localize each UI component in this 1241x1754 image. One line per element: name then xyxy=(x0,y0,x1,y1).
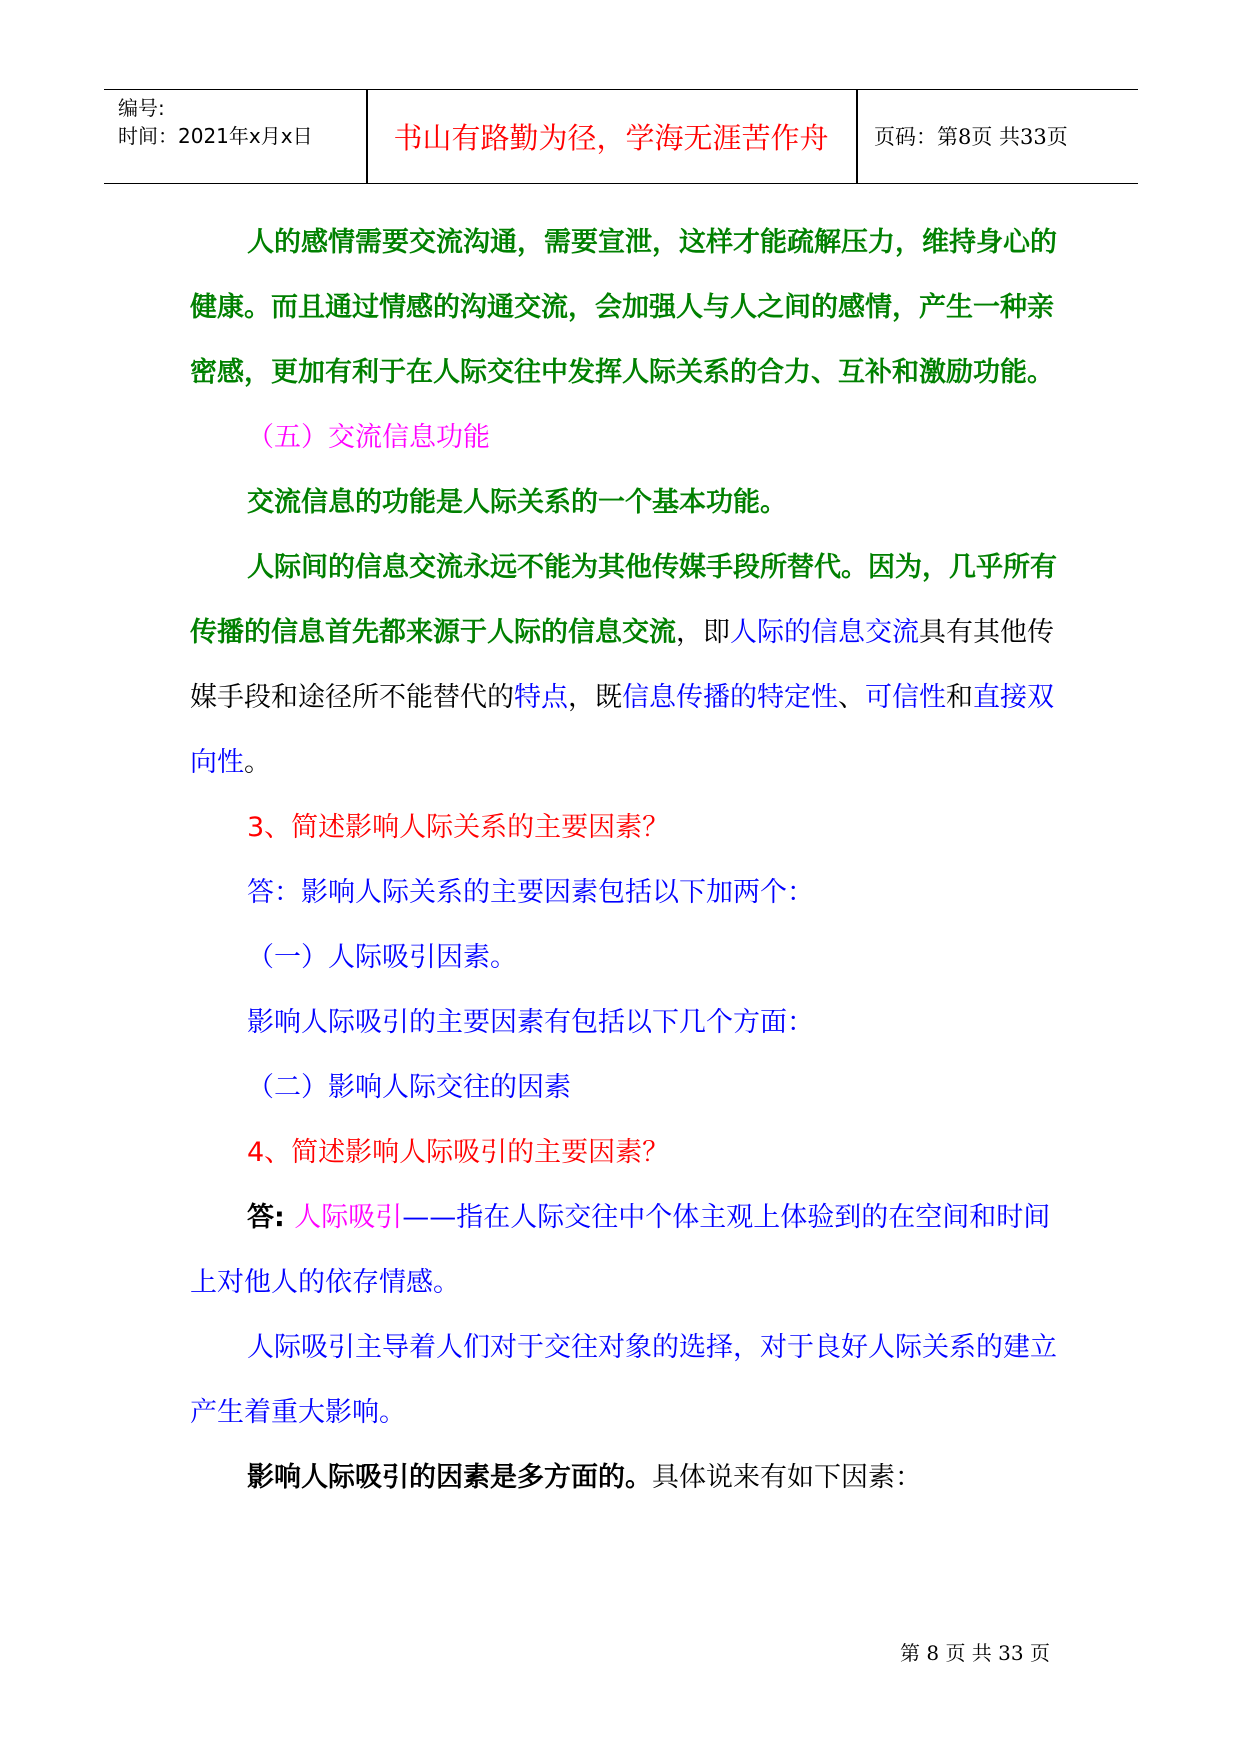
paragraph-factors xyxy=(190,1445,1060,1510)
text-run: ，既 xyxy=(568,682,622,713)
text-run: 人际吸引 xyxy=(294,1202,403,1233)
text-run: 具有其他传媒手段和途径所不能替代的 xyxy=(190,617,1054,713)
header-meta xyxy=(118,94,313,150)
text-run: 具体说来有如下因素： xyxy=(652,1462,922,1493)
text-run: 人际间的信息交流永远不能为其他传媒手段所替代。因为，几乎所有传播的信息首先都来源于人际的信息交流 xyxy=(190,552,1057,648)
question-3: 3、简述影响人际关系的主要因素？ xyxy=(247,812,670,843)
answer-3-item-2: （二）影响人际交往的因素 xyxy=(247,1072,571,1103)
document-body xyxy=(190,210,1060,1510)
document-date: 时间：2021年x月x日 xyxy=(118,124,313,148)
header-motto: 书山有路勤为径，学海无涯苦作舟 xyxy=(393,121,829,155)
document-number-label: 编号: xyxy=(118,96,165,120)
paragraph-info-function: 交流信息的功能是人际关系的一个基本功能。 xyxy=(247,487,787,518)
page-header xyxy=(104,89,1138,184)
answer-3-detail: 影响人际吸引的主要因素有包括以下几个方面： xyxy=(247,1007,814,1038)
text-run: 答: xyxy=(247,1202,285,1233)
paragraph-info-exchange xyxy=(190,535,1060,795)
answer-3: 答：影响人际关系的主要因素包括以下加两个： xyxy=(247,877,814,908)
text-run: 和 xyxy=(946,682,973,713)
text-run: 。 xyxy=(244,747,271,778)
page-footer: 第 8 页 共 33 页 xyxy=(900,1641,1050,1665)
header-page-number: 页码：第8页 共33页 xyxy=(874,125,1068,149)
paragraph-emotion: 人的感情需要交流沟通，需要宣泄，这样才能疏解压力，维持身心的健康。而且通过情感的沟通交流，会加强人与人之间的感情，产生一种亲密感，更加有利于在人际交往中发挥人际关系的合力、互补和激励功能。 xyxy=(190,227,1057,388)
text-run: 直接双向性 xyxy=(190,682,1054,778)
text-run: 可信性 xyxy=(865,682,946,713)
text-run: 人际的信息交流 xyxy=(730,617,919,648)
text-run: ，即 xyxy=(676,617,730,648)
text-run: 影响人际吸引的因素是多方面的。 xyxy=(247,1462,652,1493)
section-heading-5: （五）交流信息功能 xyxy=(247,422,490,453)
text-run: —— xyxy=(402,1202,457,1233)
header-divider xyxy=(856,90,858,183)
text-run: 、 xyxy=(838,682,865,713)
question-4: 4、简述影响人际吸引的主要因素？ xyxy=(247,1137,670,1168)
text-run: 指在人际交往中个体主观上体验到的在空间和时间上对他人的依存情感。 xyxy=(190,1202,1051,1298)
text-run: 信息传播的特定性 xyxy=(622,682,838,713)
text-run: 特点 xyxy=(514,682,568,713)
paragraph-attraction: 人际吸引主导着人们对于交往对象的选择，对于良好人际关系的建立产生着重大影响。 xyxy=(190,1332,1057,1428)
answer-3-item-1: （一）人际吸引因素。 xyxy=(247,942,517,973)
answer-4 xyxy=(190,1185,1060,1315)
